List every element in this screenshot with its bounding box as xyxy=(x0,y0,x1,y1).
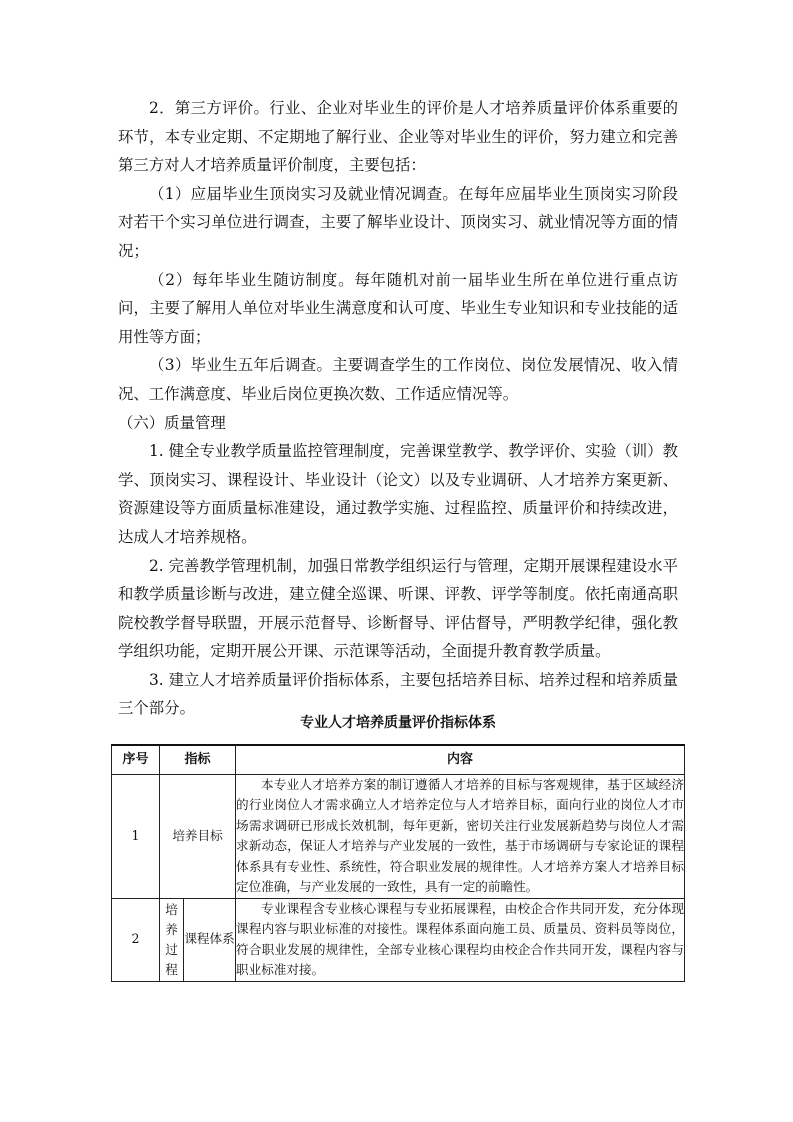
header-index: 序号 xyxy=(112,745,160,774)
section-heading-quality-management: （六）质量管理 xyxy=(118,413,226,432)
row-index: 2 xyxy=(112,898,160,981)
evaluation-index-table xyxy=(111,744,685,982)
header-content: 内容 xyxy=(236,745,685,774)
paragraph-teaching-management: 2. 完善教学管理机制，加强日常教学组织运行与管理，定期开展课程建设水平和教学质量诊断与改进，建立健全巡课、听课、评教、评学等制度。依托南通高职院校教学督导联盟，开展示范督导、诊断督导、评估督导，严明教学纪律，强化教学组织功能，定期开展公开课、示范课等活动，全面提升教育教学质量。 xyxy=(118,556,678,661)
paragraph-evaluation-index-system: 3. 建立人才培养质量评价指标体系，主要包括培养目标、培养过程和培养质量三个部分。 xyxy=(118,670,678,718)
row-index: 1 xyxy=(112,774,160,898)
indicator-char: 养 xyxy=(165,921,178,937)
row-indicator-vertical xyxy=(160,898,184,981)
row-sub-indicator: 课程体系 xyxy=(184,898,236,981)
header-indicator: 指标 xyxy=(160,745,236,774)
table-title: 专业人才培养质量评价指标体系 xyxy=(300,715,496,731)
table-header-row xyxy=(112,745,685,774)
indicator-char: 培 xyxy=(165,901,178,917)
paragraph-quality-monitoring: 1. 健全专业教学质量监控管理制度，完善课堂教学、教学评价、实验（训）教学、顶岗实习、课程设计、毕业设计（论文）以及专业调研、人才培养方案更新、资源建设等方面质量标准建设，通过教学实施、过程监控、质量评价和持续改进，达成人才培养规格。 xyxy=(118,442,678,546)
row-indicator: 培养目标 xyxy=(160,774,236,898)
row-content-text: 专业课程含专业核心课程与专业拓展课程，由校企合作共同开发，充分体现课程内容与职业标准的对接性。课程体系面向施工员、质量员、资料员等岗位，符合职业发展的规律性，全部专业核心课程均由校企合作共同开发，课程内容与职业标准对接。 xyxy=(236,900,685,977)
paragraph-internship-survey: （1）应届毕业生顶岗实习及就业情况调查。在每年应届毕业生顶岗实习阶段对若干个实习单位进行调查，主要了解毕业设计、顶岗实习、就业情况等方面的情况； xyxy=(118,184,678,260)
paragraph-third-party-evaluation: 2．第三方评价。行业、企业对毕业生的评价是人才培养质量评价体系重要的环节，本专业定期、不定期地了解行业、企业等对毕业生的评价，努力建立和完善第三方对人才培养质量评价制度，主要包括： xyxy=(118,99,678,175)
row-content xyxy=(236,774,685,898)
paragraph-five-year-survey: （3）毕业生五年后调查。主要调查学生的工作岗位、岗位发展情况、收入情况、工作满意度、毕业后岗位更换次数、工作适应情况等。 xyxy=(118,356,678,403)
table-row xyxy=(112,898,685,981)
table-row xyxy=(112,774,685,898)
indicator-char: 过 xyxy=(165,941,178,957)
row-content-text: 本专业人才培养方案的制订遵循人才培养的目标与客观规律，基于区域经济的行业岗位人才需求确立人才培养定位与人才培养目标，面向行业的岗位人才市场需求调研已形成长效机制，每年更新，密切关注行业发展新趋势与岗位人才需求新动态，保证人才培养与产业发展的一致性，基于市场调研与专家论证的课程体系具有专业性、系统性，符合职业发展的规律性。人才培养方案人才培养目标定位准确，与产业发展的一致性，具有一定的前瞻性。 xyxy=(236,776,685,894)
indicator-char: 程 xyxy=(165,961,178,977)
paragraph-graduate-followup: （2）每年毕业生随访制度。每年随机对前一届毕业生所在单位进行重点访问，主要了解用人单位对毕业生满意度和认可度、毕业生专业知识和专业技能的适用性等方面； xyxy=(118,270,678,346)
body-text xyxy=(118,94,678,723)
row-content xyxy=(236,898,685,981)
